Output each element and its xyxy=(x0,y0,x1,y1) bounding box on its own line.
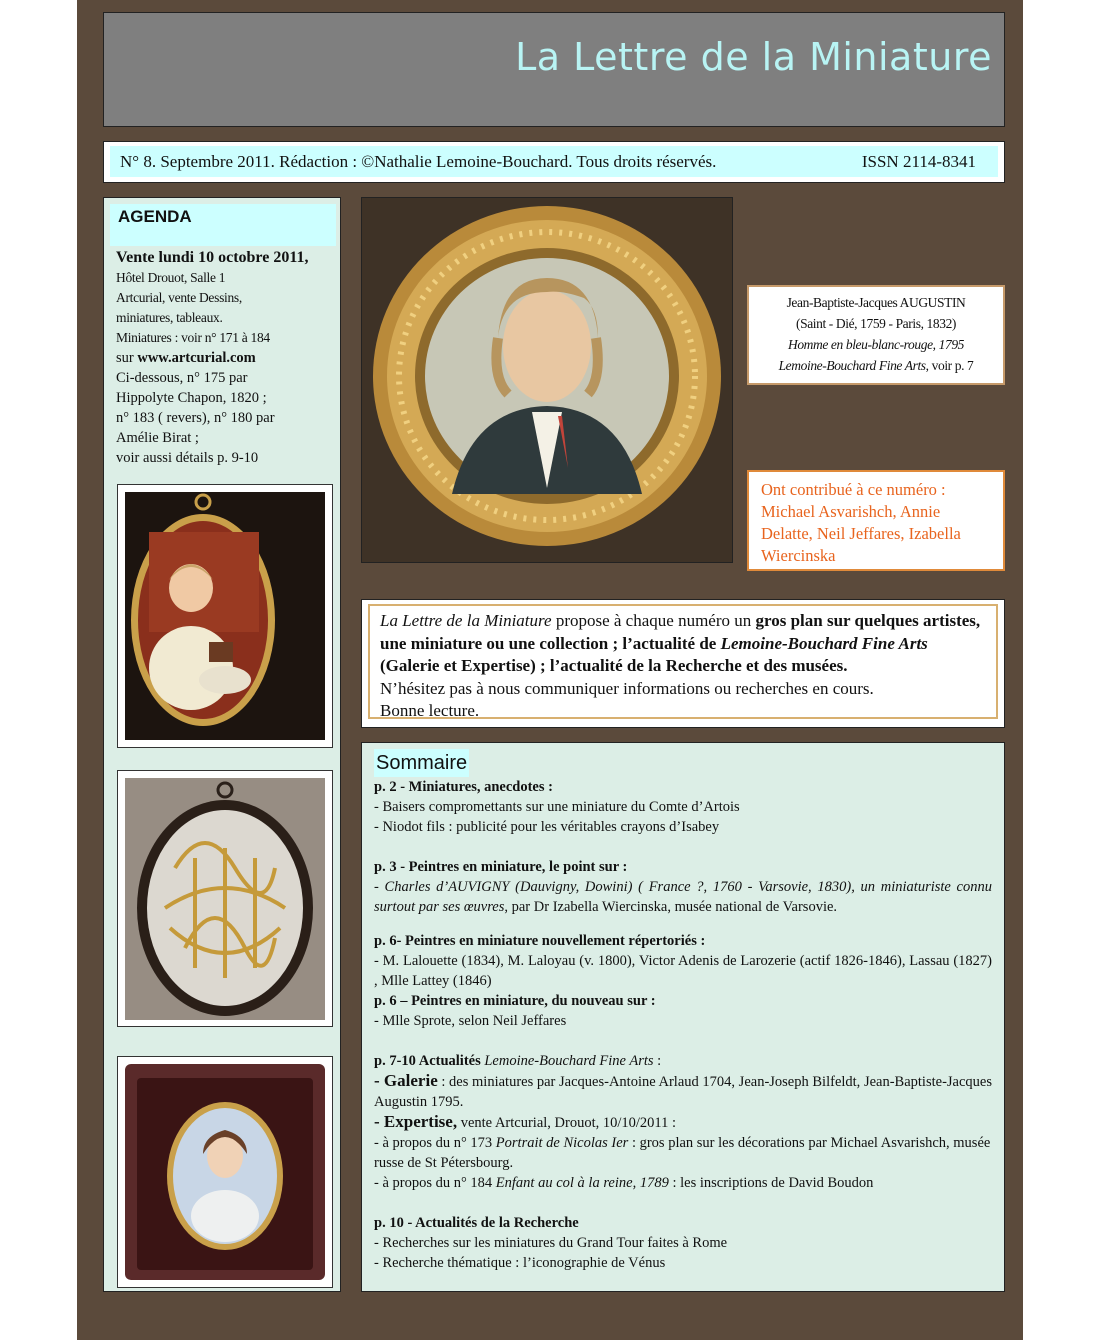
sommaire-p3-item xyxy=(374,877,992,917)
issue-info xyxy=(110,146,998,177)
miniature-photo-monogram xyxy=(117,770,333,1027)
sale-site-line xyxy=(116,348,330,368)
agenda-note-1: Ci-dessous, n° 175 par xyxy=(116,370,248,386)
site-prefix: sur xyxy=(116,350,138,366)
sommaire-p6b-item: - Mlle Sprote, selon Neil Jeffares xyxy=(374,1013,567,1029)
agenda-note-4: Amélie Birat ; xyxy=(116,430,199,446)
caption-dates: (Saint - Dié, 1759 - Paris, 1832) xyxy=(795,316,957,331)
sommaire-expertise-b xyxy=(374,1173,992,1193)
sommaire-p2-heading: p. 2 - Miniatures, anecdotes : xyxy=(374,779,553,795)
intro-t1: propose à chaque numéro un xyxy=(551,611,756,630)
sale-house-2: miniatures, tableaux. xyxy=(116,310,223,325)
p7-head-italic: Lemoine-Bouchard Fine Arts xyxy=(484,1053,654,1069)
caption-artist: Jean-Baptiste-Jacques AUGUSTIN xyxy=(786,295,966,310)
sommaire-p6-heading: p. 6- Peintres en miniature nouvellement répertoriés : xyxy=(374,933,706,949)
sommaire-expertise-item xyxy=(374,1112,992,1133)
sommaire-p10-heading: p. 10 - Actualités de la Recherche xyxy=(374,1215,579,1231)
expertise-label: - Expertise, xyxy=(374,1112,458,1131)
sommaire-panel xyxy=(361,742,1005,1292)
sommaire-expertise-a xyxy=(374,1133,992,1173)
agenda-heading: AGENDA xyxy=(110,204,336,246)
sale-house-1: Artcurial, vente Dessins, xyxy=(116,290,242,305)
agenda-note-5: voir aussi détails p. 9-10 xyxy=(116,450,259,466)
sommaire-p3-title: - Charles d’AUVIGNY (Dauvigny, Dowini) ( France ?, 1760 - Varsovie, 1830), un miniaturiste connu surtout par ses œuvres xyxy=(374,879,992,915)
masthead xyxy=(103,12,1005,127)
expertise-text: vente Artcurial, Drouot, 10/10/2011 : xyxy=(457,1115,677,1131)
sommaire-p2-item-2: - Niodot fils : publicité pour les véritables crayons d’Isabey xyxy=(374,819,720,835)
intro-text xyxy=(368,604,998,719)
exp-b-post: : les inscriptions de David Boudon xyxy=(668,1175,874,1191)
main-portrait xyxy=(361,197,733,563)
p7-head-text: p. 7-10 Actualités xyxy=(374,1053,485,1069)
intro-t5: Bonne lecture. xyxy=(380,701,480,720)
sommaire-p2-item-1: - Baisers compromettants sur une miniature du Comte d’Artois xyxy=(374,799,740,815)
p7-head-end: : xyxy=(653,1053,662,1069)
caption-page-ref: , voir p. 7 xyxy=(925,358,974,373)
contributors-text: Ont contribué à ce numéro : Michael Asvarishch, Annie Delatte, Neil Jeffares, Izabella Wiercinska xyxy=(761,480,961,565)
child-portrait-image xyxy=(125,492,325,740)
sommaire-p6b-heading: p. 6 – Peintres en miniature, du nouveau sur : xyxy=(374,993,656,1009)
galerie-text: : des miniatures par Jacques-Antoine Arlaud 1704, Jean-Joseph Bilfeldt, Jean-Baptiste-Jacques Augustin 1795. xyxy=(374,1074,992,1110)
issue-line: N° 8. Septembre 2011. Rédaction : ©Nathalie Lemoine-Bouchard. Tous droits réservés. xyxy=(120,151,717,171)
exp-a-post: : gros plan sur les décorations par Michael Asvarishch, musée russe de St Pétersbourg. xyxy=(374,1135,991,1171)
agenda-note-2: Hippolyte Chapon, 1820 ; xyxy=(116,390,267,406)
augustin-portrait-image xyxy=(362,198,732,562)
monogram-reverse-image xyxy=(125,778,325,1020)
sommaire-heading: Sommaire xyxy=(374,749,469,777)
caption-work: Homme en bleu-blanc-rouge, 1795 xyxy=(787,337,965,352)
intro-box xyxy=(361,599,1005,728)
miniature-photo-child xyxy=(117,484,333,748)
agenda-note-3: n° 183 ( revers), n° 180 par xyxy=(116,410,275,426)
exp-a-pre: - à propos du n° 173 xyxy=(374,1135,496,1151)
sommaire-p7-heading xyxy=(374,1051,992,1071)
sale-title: Vente lundi 10 octobre 2011, xyxy=(116,249,309,266)
sommaire-p3-heading: p. 3 - Peintres en miniature, le point sur : xyxy=(374,859,628,875)
exp-b-italic: Enfant au col à la reine, 1789 xyxy=(495,1175,669,1191)
intro-t3: (Galerie et Expertise) ; l’actualité de la Recherche et des musées. xyxy=(380,656,848,675)
sommaire-p6-item: - M. Lalouette (1834), M. Laloyau (v. 1800), Victor Adenis de Larozerie (actif 1826-1846), Lassau (1827) , Mlle Lattey (1846) xyxy=(374,953,992,989)
sale-site-link[interactable]: www.artcurial.com xyxy=(137,350,256,366)
girl-portrait-image xyxy=(125,1064,325,1280)
sommaire-galerie-item xyxy=(374,1071,992,1112)
newsletter-title: La Lettre de la Miniature xyxy=(515,35,992,79)
exp-b-pre: - à propos du n° 184 xyxy=(374,1175,496,1191)
contributors-box xyxy=(747,470,1005,571)
intro-t2: gros plan sur quelques artistes, une miniature ou une collection ; l’actualité de xyxy=(380,611,981,653)
galerie-label: - Galerie xyxy=(374,1071,438,1090)
sommaire-p3-author: , par Dr Izabella Wiercinska, musée national de Varsovie. xyxy=(504,899,838,915)
portrait-caption xyxy=(747,285,1005,385)
miniature-photo-girl xyxy=(117,1056,333,1288)
sommaire-p10-item-2: - Recherche thématique : l’iconographie de Vénus xyxy=(374,1255,666,1271)
sale-venue: Hôtel Drouot, Salle 1 xyxy=(116,270,226,285)
sale-lots: Miniatures : voir n° 171 à 184 xyxy=(116,330,270,345)
issue-band xyxy=(103,141,1005,183)
intro-lbfa: Lemoine-Bouchard Fine Arts xyxy=(720,633,928,653)
intro-publication: La Lettre de la Miniature xyxy=(380,611,552,630)
exp-a-italic: Portrait de Nicolas Ier xyxy=(495,1135,629,1151)
issn: ISSN 2114-8341 xyxy=(861,151,976,171)
intro-t4: N’hésitez pas à nous communiquer informations ou recherches en cours. xyxy=(380,678,874,698)
caption-owner: Lemoine-Bouchard Fine Arts xyxy=(778,358,926,373)
agenda-text xyxy=(104,246,340,468)
sommaire-p10-item-1: - Recherches sur les miniatures du Grand Tour faites à Rome xyxy=(374,1235,728,1251)
caption-owner-line xyxy=(749,355,1003,376)
